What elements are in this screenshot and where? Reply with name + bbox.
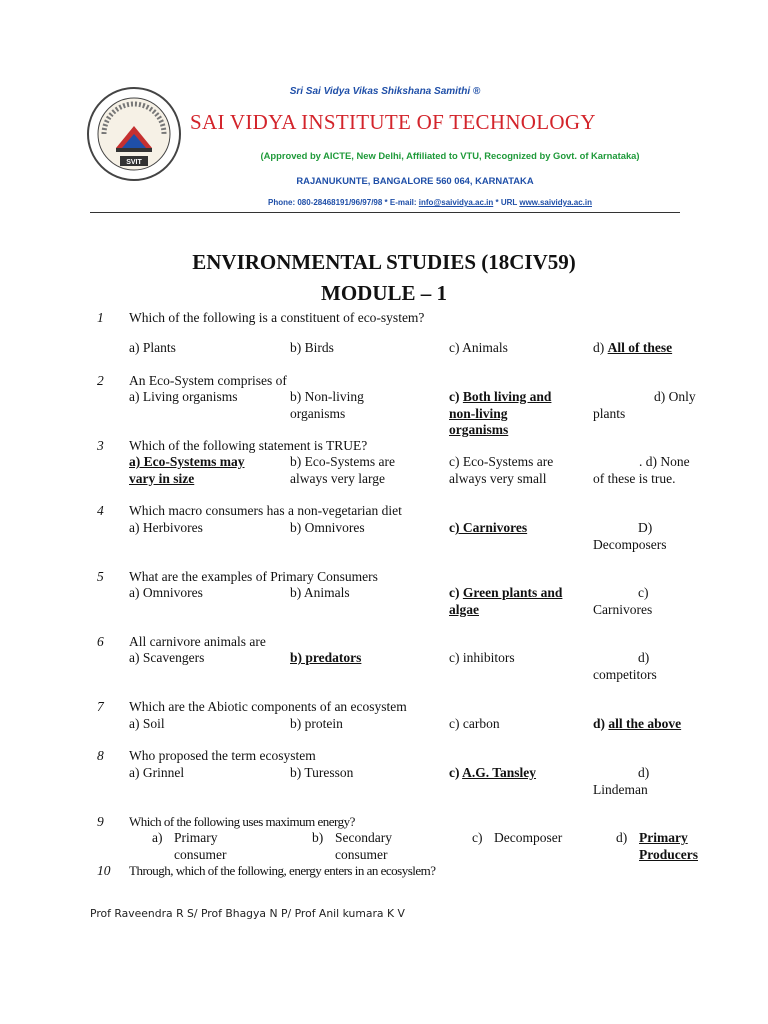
option-c: Decomposer: [494, 830, 563, 845]
contact-mid: * URL: [493, 198, 520, 207]
option-d: [639, 830, 698, 863]
option-b: b) Turesson: [290, 765, 354, 780]
option-a: a) Scavengers: [129, 650, 205, 665]
question-number: 8: [97, 748, 104, 763]
option-a: [129, 454, 244, 487]
correct-answer: organisms: [449, 422, 509, 437]
option-c-label: c): [472, 830, 483, 845]
correct-answer: vary in size: [129, 470, 195, 486]
option-line: competitors: [593, 666, 657, 682]
option-line: Decomposers: [593, 536, 667, 552]
question-number: 5: [97, 569, 104, 584]
question-number: 1: [97, 310, 104, 325]
option-d: [593, 765, 649, 798]
option-line: D): [638, 520, 653, 535]
question-number: 7: [97, 699, 104, 714]
correct-answer: All of these: [607, 340, 673, 355]
svg-text:SVIT: SVIT: [126, 159, 142, 166]
option-c: [449, 389, 551, 439]
option-c: c) Animals: [449, 340, 508, 355]
footer-authors: Prof Raveendra R S/ Prof Bhagya N P/ Prof Anil kumara K V: [90, 907, 405, 920]
option-line: plants: [593, 405, 626, 421]
question-number: 6: [97, 634, 104, 649]
option-line: organisms: [290, 405, 346, 421]
option-b-label: b): [312, 830, 324, 845]
option-line: c) Eco-Systems are: [449, 454, 554, 469]
institute-logo: [86, 86, 182, 182]
option-a: a) Herbivores: [129, 520, 203, 535]
option-label: c: [449, 520, 455, 535]
option-d: [593, 716, 681, 733]
option-c: c) carbon: [449, 716, 500, 731]
question-number: 10: [97, 863, 111, 878]
question-text: Which macro consumers has a non-vegetarian diet: [129, 503, 402, 518]
email-link[interactable]: info@saividya.ac.in: [418, 198, 494, 207]
option-c: [449, 520, 527, 537]
question-number: 4: [97, 503, 104, 518]
option-d: [593, 585, 652, 618]
option-b: b) predators: [290, 650, 362, 665]
option-b: b) Animals: [290, 585, 350, 600]
question-number: 2: [97, 373, 104, 388]
option-c: [449, 454, 553, 487]
option-c: [449, 585, 562, 618]
question-text: All carnivore animals are: [129, 634, 266, 649]
question-text: Which of the following statement is TRUE?: [129, 438, 368, 453]
option-line: Secondary: [335, 830, 392, 845]
course-title: ENVIRONMENTAL STUDIES (18CIV59): [192, 250, 576, 274]
correct-answer: a) Eco-Systems may: [129, 454, 245, 469]
option-b: b) Birds: [290, 340, 334, 355]
correct-answer: Green plants and: [462, 585, 563, 600]
option-line: Primary: [174, 830, 218, 845]
option-label: c): [449, 765, 463, 780]
option-label: c): [449, 389, 463, 404]
option-line: of these is true.: [593, 470, 676, 486]
option-b: b) protein: [290, 716, 343, 731]
option-d: [593, 650, 657, 683]
option-line: [449, 585, 562, 602]
option-b: [290, 454, 395, 487]
question-text: Who proposed the term ecosystem: [129, 748, 316, 763]
option-b: b) Omnivores: [290, 520, 365, 535]
correct-answer: algae: [449, 601, 479, 617]
option-label: d): [593, 340, 608, 355]
correct-answer: Producers: [639, 846, 698, 862]
option-line: c): [638, 585, 649, 600]
option-b: [335, 830, 392, 863]
option-d: [593, 454, 690, 487]
question-text: What are the examples of Primary Consumers: [129, 569, 378, 584]
correct-answer: all the above: [608, 716, 682, 731]
option-b: [290, 389, 364, 422]
question-text: Through, which of the following, energy enters in an ecosyslem?: [129, 863, 436, 878]
url-link[interactable]: www.saividya.ac.in: [519, 198, 592, 207]
option-d-label: d): [616, 830, 628, 845]
address-line: RAJANUKUNTE, BANGALORE 560 064, KARNATAKA: [296, 175, 534, 186]
question-text: Which of the following is a constituent of eco-system?: [129, 310, 425, 325]
option-a: a) Plants: [129, 340, 176, 355]
option-d: [593, 389, 696, 422]
option-line: d): [638, 650, 650, 665]
question-text: An Eco-System comprises of: [129, 373, 287, 388]
option-line: [449, 389, 551, 406]
option-line: d): [638, 765, 650, 780]
option-c: [449, 765, 536, 782]
option-a: a) Omnivores: [129, 585, 203, 600]
contact-prefix: Phone: 080-28468191/96/97/98 * E-mail:: [268, 198, 419, 207]
option-line: consumer: [335, 846, 388, 862]
option-line: . d) None: [639, 454, 690, 469]
option-label: c): [449, 585, 463, 600]
option-d: [593, 520, 666, 553]
option-label: d): [593, 716, 609, 731]
correct-answer: Primary: [639, 830, 688, 845]
correct-answer: Both living and: [462, 389, 552, 404]
module-title: MODULE – 1: [321, 281, 447, 305]
correct-answer: A.G. Tansley: [462, 765, 537, 780]
option-line: b) Non-living: [290, 389, 364, 404]
question-text: Which of the following uses maximum energy?: [129, 814, 355, 829]
approval-line: (Approved by AICTE, New Delhi, Affiliated to VTU, Recognized by Govt. of Karnataka): [260, 150, 640, 161]
option-a-label: a): [152, 830, 163, 845]
option-a: a) Grinnel: [129, 765, 185, 780]
option-line: consumer: [174, 846, 227, 862]
option-d: [593, 340, 672, 357]
correct-answer: ) Carnivores: [455, 520, 528, 535]
question-text: Which are the Abiotic components of an ecosystem: [129, 699, 407, 714]
question-number: 3: [97, 438, 104, 453]
question-number: 9: [97, 814, 104, 829]
option-line: b) Eco-Systems are: [290, 454, 395, 469]
option-a: a) Living organisms: [129, 389, 238, 404]
option-line: d) Only: [654, 389, 696, 404]
option-a: a) Soil: [129, 716, 165, 731]
option-line: Lindeman: [593, 781, 648, 797]
contact-line: [150, 198, 710, 207]
correct-answer: non-living: [449, 405, 508, 421]
option-c: c) inhibitors: [449, 650, 515, 665]
option-line: always very small: [449, 470, 547, 486]
option-a: [174, 830, 226, 863]
option-line: always very large: [290, 470, 385, 486]
option-line: Carnivores: [593, 601, 653, 617]
institute-name: SAI VIDYA INSTITUTE OF TECHNOLOGY: [190, 110, 596, 134]
trust-name: Sri Sai Vidya Vikas Shikshana Samithi ®: [289, 86, 481, 97]
header-divider: [90, 212, 680, 213]
